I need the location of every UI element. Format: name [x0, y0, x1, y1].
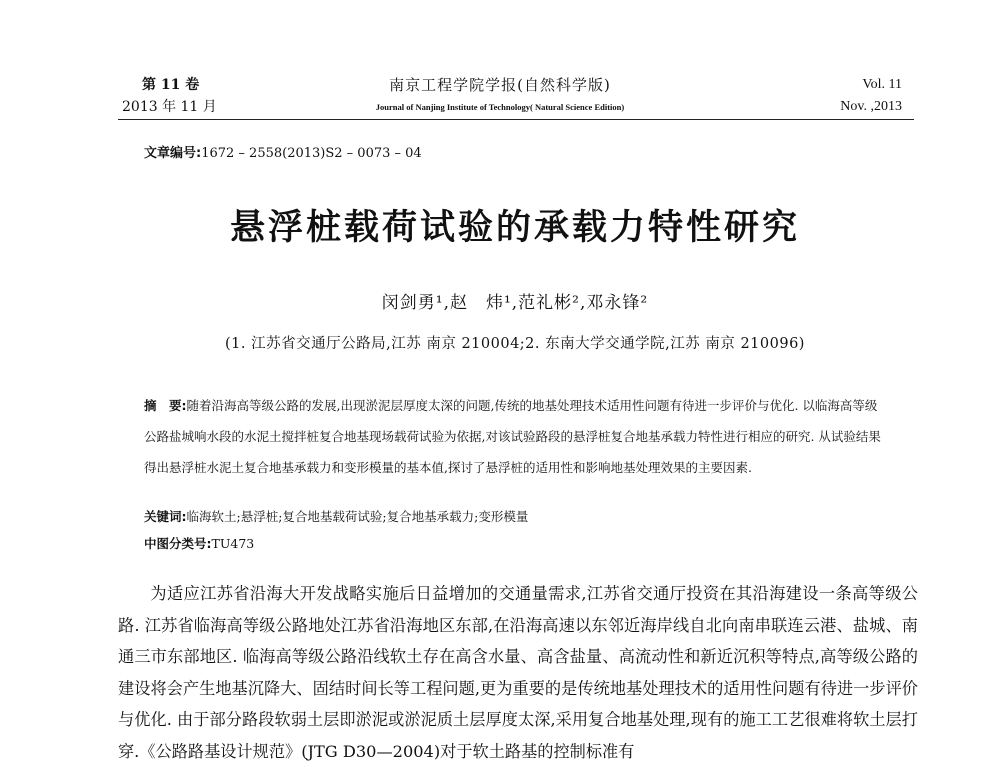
body-paragraph: 为适应江苏省沿海大开发战略实施后日益增加的交通量需求,江苏省交通厅投资在其沿海建设一条高等级公路. 江苏省临海高等级公路地处江苏省沿海地区东部,在沿海高速以东邻近海岸线自北向南串联连云港、盐城、南通三市东部地区. 临海高等级公路沿线软土存在高含水量、高含盐量、高流动性和新近沉积等特点,高等级公路的建设将会产生地基沉降大、固结时间长等工程问题,更为重要的是传统地基处理技术的适用性问题有待进一步评价与优化. 由于部分路段软弱土层即淤泥或淤泥质土层厚度太深,采用复合地基处理,现有的施工工艺很难将软土层打穿.《公路路基设计规范》(JTG D30—2004)对于软土路基的控制标准有: [118, 584, 918, 761]
affiliation: (1. 江苏省交通厅公路局,江苏 南京 210004;2. 东南大学交通学院,江苏 南京 210096): [225, 336, 805, 352]
keywords-text: 临海软土;悬浮桩;复合地基载荷试验;复合地基承载力;变形模量: [186, 509, 529, 524]
header-divider: [118, 119, 914, 120]
journal-title-cn: 南京工程学院学报(自然科学版): [389, 76, 611, 94]
header-right: [820, 74, 902, 118]
volume-en: Vol. 11: [862, 77, 902, 92]
keywords-label: 关键词:: [144, 509, 187, 524]
volume-cn: 第 11 卷: [142, 77, 200, 93]
date-en: Nov. ,2013: [840, 99, 902, 114]
article-number-value: 1672 – 2558(2013)S2 – 0073 – 04: [201, 146, 422, 161]
keywords: [144, 505, 888, 529]
clc-label: 中图分类号:: [144, 536, 212, 551]
header-center: [300, 74, 700, 118]
authors: 闵剑勇¹,赵 炜¹,范礼彬²,邓永锋²: [381, 293, 649, 313]
abstract-text: 随着沿海高等级公路的发展,出现淤泥层厚度太深的问题,传统的地基处理技术适用性问题有待进一步评价与优化. 以临海高等级公路盐城响水段的水泥土搅拌桩复合地基现场载荷试验为依据,对该试验路段的悬浮桩复合地基承载力特性进行相应的研究. 从试验结果得出悬浮桩水泥土复合地基承载力和变形模量的基本值,探讨了悬浮桩的适用性和影响地基处理效果的主要因素.: [144, 398, 881, 475]
clc-value: TU473: [211, 536, 255, 551]
classification-number: [144, 532, 254, 556]
header-left: [122, 74, 217, 118]
abstract: [144, 390, 888, 483]
journal-title-en: Journal of Nanjing Institute of Technology( Natural Science Edition): [375, 102, 625, 112]
article-number: [144, 142, 422, 161]
abstract-label: 摘 要:: [144, 398, 187, 413]
date-cn: 2013 年 11 月: [122, 99, 217, 115]
article-number-label: 文章编号:: [144, 146, 202, 161]
paper-title: 悬浮桩载荷试验的承载力特性研究: [229, 208, 800, 248]
